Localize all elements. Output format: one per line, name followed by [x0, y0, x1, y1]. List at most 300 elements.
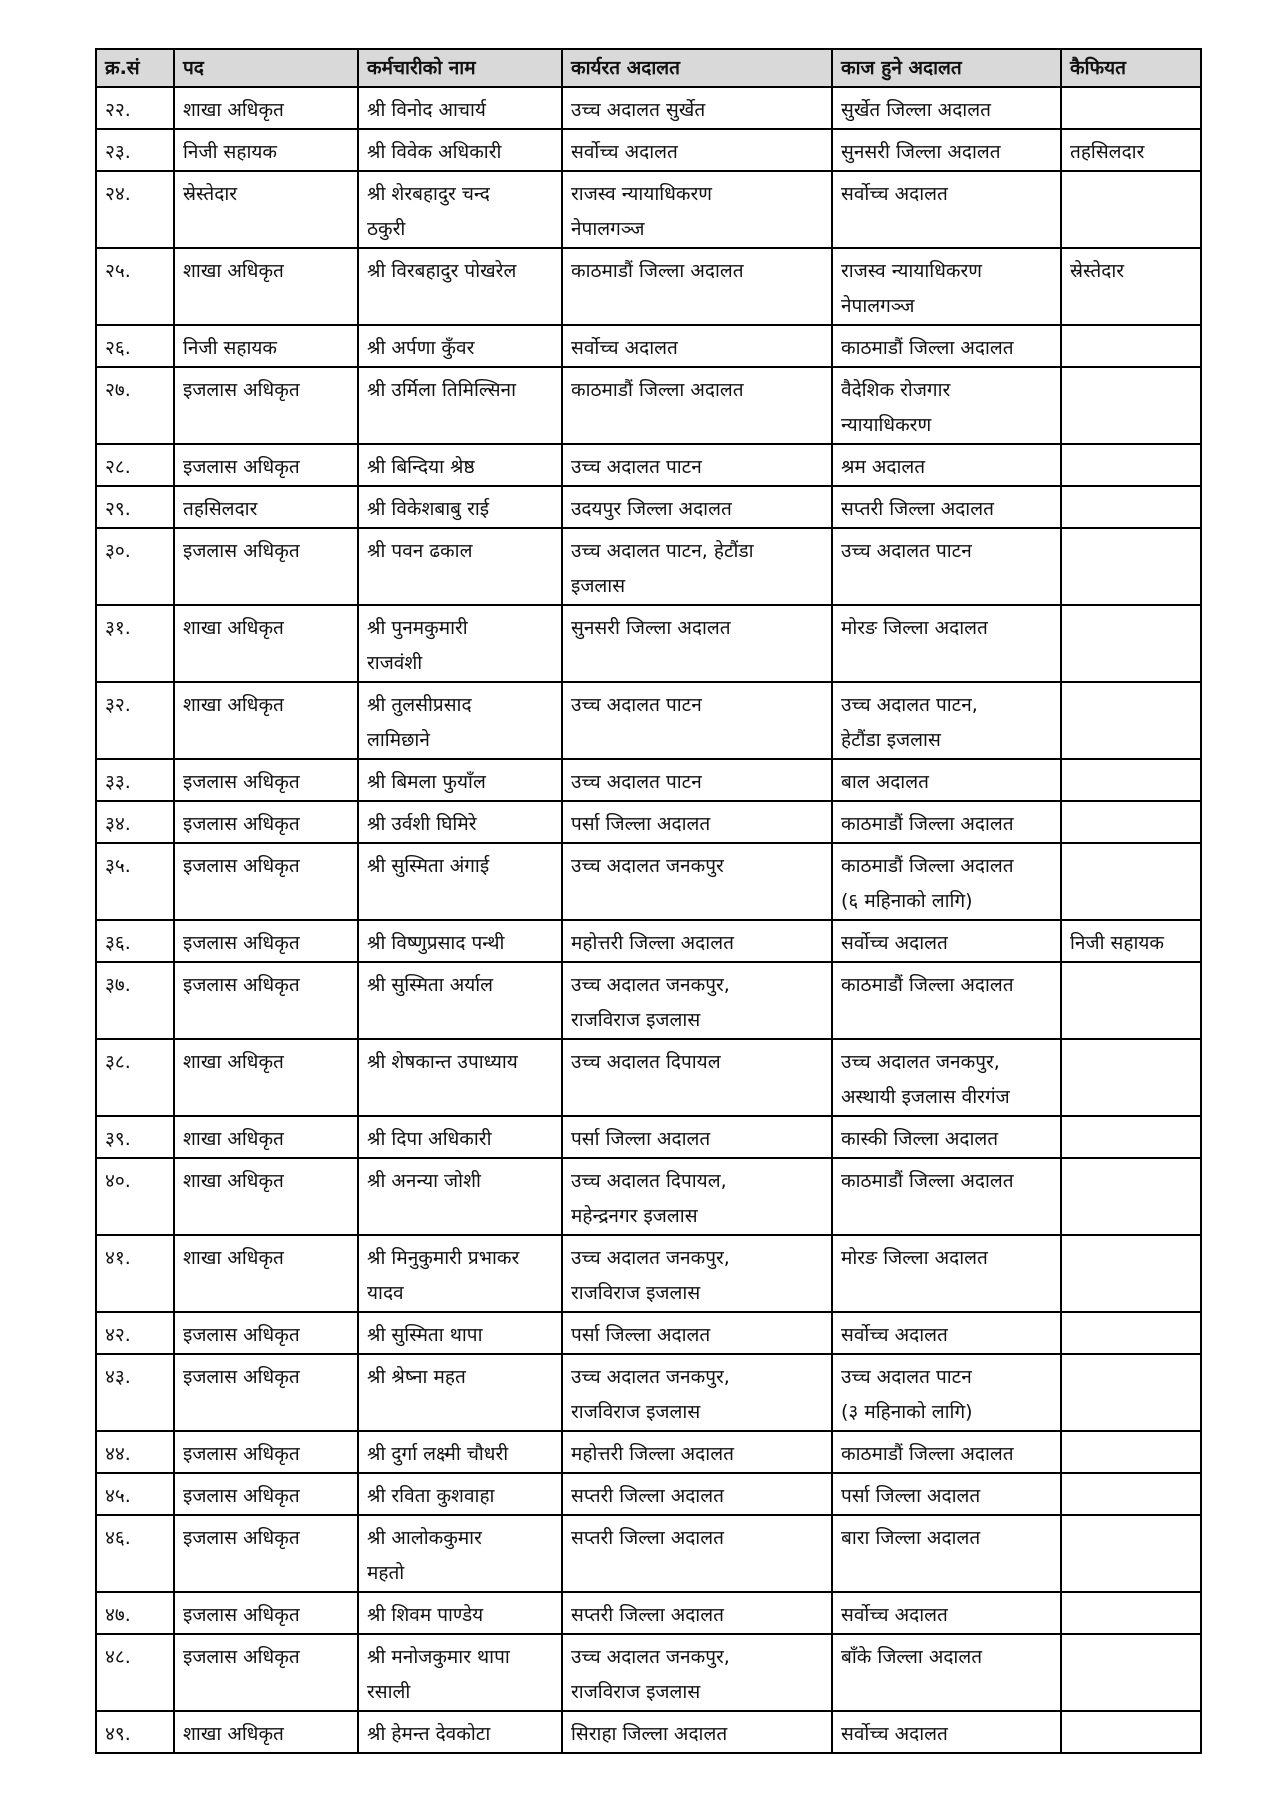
header-employee-name: कर्मचारीको नाम	[358, 49, 562, 87]
cell-serial-number: ३४.	[96, 801, 174, 843]
cell-deputed-court	[832, 1354, 1061, 1431]
cell-post: निजी सहायक	[174, 325, 358, 367]
cell-deputed-court-line: उच्च अदालत पाटन,	[841, 694, 978, 716]
cell-employee-name-line: श्री श्रेष्ना महत	[367, 1366, 466, 1388]
cell-remarks	[1061, 759, 1201, 801]
cell-employee-name-line: रसाली	[367, 1681, 411, 1703]
cell-serial-number: ४६.	[96, 1515, 174, 1592]
table-row	[96, 1116, 1201, 1158]
cell-working-court-line: राजविराज इजलास	[571, 1681, 701, 1703]
cell-working-court-line: उच्च अदालत दिपायल,	[571, 1170, 727, 1192]
cell-working-court-line: उच्च अदालत सुर्खेत	[571, 99, 706, 121]
cell-working-court-line: काठमाडौं जिल्ला अदालत	[571, 260, 744, 282]
cell-remarks	[1061, 1431, 1201, 1473]
cell-serial-number: ३९.	[96, 1116, 174, 1158]
table-body	[96, 87, 1201, 1753]
cell-deputed-court-line: सर्वोच्च अदालत	[841, 1604, 948, 1626]
table-row	[96, 367, 1201, 444]
cell-employee-name-line: श्री आलोककुमार	[367, 1527, 482, 1549]
cell-employee-name-line: श्री शेरबहादुर चन्द	[367, 183, 490, 205]
cell-employee-name-line: श्री हेमन्त देवकोटा	[367, 1723, 491, 1745]
deputation-table	[95, 48, 1202, 1754]
cell-deputed-court	[832, 325, 1061, 367]
cell-remarks	[1061, 486, 1201, 528]
cell-post: इजलास अधिकृत	[174, 1473, 358, 1515]
cell-working-court-line: महेन्द्रनगर इजलास	[571, 1205, 698, 1227]
cell-employee-name-line: श्री विरबहादुर पोखरेल	[367, 260, 517, 282]
cell-employee-name-line: श्री विवेक अधिकारी	[367, 141, 502, 163]
cell-employee-name-line: श्री सुस्मिता अर्याल	[367, 974, 494, 996]
cell-deputed-court-line: सर्वोच्च अदालत	[841, 183, 948, 205]
cell-post: शाखा अधिकृत	[174, 1116, 358, 1158]
cell-deputed-court	[832, 759, 1061, 801]
cell-remarks	[1061, 682, 1201, 759]
cell-working-court	[562, 325, 832, 367]
cell-employee-name	[358, 171, 562, 248]
cell-working-court-line: इजलास	[571, 575, 626, 597]
cell-remarks	[1061, 528, 1201, 605]
cell-employee-name	[358, 1039, 562, 1116]
cell-post: इजलास अधिकृत	[174, 962, 358, 1039]
cell-serial-number: ३२.	[96, 682, 174, 759]
cell-employee-name-line: श्री विकेशबाबु राई	[367, 498, 490, 520]
cell-deputed-court-line: उच्च अदालत पाटन	[841, 1366, 972, 1388]
cell-deputed-court-line: (३ महिनाको लागि)	[841, 1401, 973, 1423]
cell-employee-name-line: श्री मनोजकुमार थापा	[367, 1646, 510, 1668]
cell-remarks	[1061, 1711, 1201, 1753]
cell-working-court-line: राजविराज इजलास	[571, 1282, 701, 1304]
cell-remarks	[1061, 1158, 1201, 1235]
cell-employee-name	[358, 682, 562, 759]
cell-remarks: स्रेस्तेदार	[1061, 248, 1201, 325]
cell-deputed-court	[832, 486, 1061, 528]
cell-serial-number: २३.	[96, 129, 174, 171]
cell-working-court-line: उच्च अदालत जनकपुर,	[571, 1247, 730, 1269]
cell-post: इजलास अधिकृत	[174, 528, 358, 605]
cell-employee-name	[358, 1235, 562, 1312]
cell-post: इजलास अधिकृत	[174, 1354, 358, 1431]
table-row	[96, 87, 1201, 129]
cell-remarks	[1061, 367, 1201, 444]
cell-working-court-line: सुनसरी जिल्ला अदालत	[571, 617, 731, 639]
cell-deputed-court	[832, 1711, 1061, 1753]
cell-working-court-line: महोत्तरी जिल्ला अदालत	[571, 1443, 734, 1465]
cell-deputed-court	[832, 801, 1061, 843]
cell-employee-name-line: श्री सुस्मिता थापा	[367, 1324, 483, 1346]
cell-deputed-court-line: अस्थायी इजलास वीरगंज	[841, 1086, 1010, 1108]
cell-employee-name-line: श्री उर्मिला तिमिल्सिना	[367, 379, 517, 401]
cell-working-court	[562, 129, 832, 171]
cell-remarks	[1061, 1354, 1201, 1431]
cell-deputed-court	[832, 1515, 1061, 1592]
cell-deputed-court-line: कास्की जिल्ला अदालत	[841, 1128, 999, 1150]
cell-post: इजलास अधिकृत	[174, 1515, 358, 1592]
table-row	[96, 1158, 1201, 1235]
header-row	[96, 49, 1201, 87]
cell-employee-name	[358, 843, 562, 920]
cell-working-court-line: उदयपुर जिल्ला अदालत	[571, 498, 732, 520]
cell-post: इजलास अधिकृत	[174, 367, 358, 444]
cell-remarks	[1061, 87, 1201, 129]
cell-employee-name-line: श्री अर्पणा कुँवर	[367, 337, 475, 359]
cell-serial-number: ४३.	[96, 1354, 174, 1431]
cell-post: इजलास अधिकृत	[174, 1431, 358, 1473]
cell-serial-number: ३५.	[96, 843, 174, 920]
cell-serial-number: २२.	[96, 87, 174, 129]
cell-employee-name	[358, 1634, 562, 1711]
cell-deputed-court	[832, 843, 1061, 920]
cell-remarks	[1061, 1235, 1201, 1312]
cell-serial-number: २९.	[96, 486, 174, 528]
cell-deputed-court	[832, 920, 1061, 962]
cell-working-court-line: पर्सा जिल्ला अदालत	[571, 813, 711, 835]
table-row	[96, 605, 1201, 682]
cell-deputed-court-line: काठमाडौं जिल्ला अदालत	[841, 1170, 1014, 1192]
cell-remarks	[1061, 801, 1201, 843]
table-row	[96, 1431, 1201, 1473]
cell-working-court	[562, 1116, 832, 1158]
cell-working-court-line: राजस्व न्यायाधिकरण	[571, 183, 712, 205]
cell-deputed-court-line: (६ महिनाको लागि)	[841, 890, 973, 912]
cell-working-court	[562, 1515, 832, 1592]
table-row	[96, 171, 1201, 248]
cell-remarks	[1061, 843, 1201, 920]
cell-working-court-line: उच्च अदालत पाटन	[571, 694, 702, 716]
cell-serial-number: ४९.	[96, 1711, 174, 1753]
table-row	[96, 1039, 1201, 1116]
table-row	[96, 486, 1201, 528]
cell-working-court	[562, 1235, 832, 1312]
cell-deputed-court-line: काठमाडौं जिल्ला अदालत	[841, 855, 1014, 877]
cell-post: इजलास अधिकृत	[174, 1592, 358, 1634]
cell-employee-name-line: श्री पवन ढकाल	[367, 540, 473, 562]
cell-remarks	[1061, 1039, 1201, 1116]
cell-working-court	[562, 759, 832, 801]
cell-employee-name-line: श्री पुनमकुमारी	[367, 617, 468, 639]
cell-deputed-court	[832, 1634, 1061, 1711]
table-row	[96, 248, 1201, 325]
cell-employee-name	[358, 528, 562, 605]
cell-deputed-court	[832, 1235, 1061, 1312]
cell-post: शाखा अधिकृत	[174, 248, 358, 325]
cell-serial-number: ४४.	[96, 1431, 174, 1473]
cell-employee-name	[358, 605, 562, 682]
table-header	[96, 49, 1201, 87]
cell-deputed-court	[832, 605, 1061, 682]
cell-post: इजलास अधिकृत	[174, 1634, 358, 1711]
cell-deputed-court	[832, 1473, 1061, 1515]
cell-deputed-court-line: काठमाडौं जिल्ला अदालत	[841, 974, 1014, 996]
cell-working-court	[562, 1354, 832, 1431]
cell-deputed-court	[832, 682, 1061, 759]
table-row	[96, 962, 1201, 1039]
cell-employee-name-line: ठकुरी	[367, 218, 406, 240]
cell-post: शाखा अधिकृत	[174, 682, 358, 759]
cell-working-court	[562, 248, 832, 325]
cell-employee-name	[358, 920, 562, 962]
cell-post: तहसिलदार	[174, 486, 358, 528]
cell-remarks	[1061, 1634, 1201, 1711]
cell-serial-number: २८.	[96, 444, 174, 486]
cell-employee-name	[358, 1116, 562, 1158]
cell-deputed-court-line: सर्वोच्च अदालत	[841, 932, 948, 954]
cell-deputed-court	[832, 1039, 1061, 1116]
table-row	[96, 444, 1201, 486]
cell-employee-name	[358, 759, 562, 801]
cell-employee-name-line: राजवंशी	[367, 652, 423, 674]
cell-working-court	[562, 486, 832, 528]
cell-working-court-line: उच्च अदालत पाटन	[571, 771, 702, 793]
cell-deputed-court	[832, 444, 1061, 486]
cell-employee-name	[358, 1158, 562, 1235]
cell-working-court	[562, 843, 832, 920]
cell-serial-number: ३३.	[96, 759, 174, 801]
cell-employee-name	[358, 1515, 562, 1592]
cell-deputed-court-line: हेटौंडा इजलास	[841, 729, 941, 751]
cell-working-court	[562, 1431, 832, 1473]
cell-working-court-line: राजविराज इजलास	[571, 1401, 701, 1423]
table-row	[96, 1515, 1201, 1592]
cell-post: शाखा अधिकृत	[174, 1039, 358, 1116]
table-row	[96, 129, 1201, 171]
cell-working-court-line: पर्सा जिल्ला अदालत	[571, 1324, 711, 1346]
table-row	[96, 920, 1201, 962]
cell-post: इजलास अधिकृत	[174, 1312, 358, 1354]
cell-working-court	[562, 367, 832, 444]
cell-employee-name	[358, 486, 562, 528]
cell-serial-number: २७.	[96, 367, 174, 444]
cell-post: स्रेस्तेदार	[174, 171, 358, 248]
table-row	[96, 528, 1201, 605]
cell-working-court-line: उच्च अदालत जनकपुर,	[571, 1646, 730, 1668]
cell-deputed-court	[832, 1592, 1061, 1634]
cell-working-court-line: सिराहा जिल्ला अदालत	[571, 1723, 728, 1745]
cell-working-court-line: उच्च अदालत जनकपुर	[571, 855, 724, 877]
cell-employee-name-line: श्री अनन्या जोशी	[367, 1170, 481, 1192]
cell-working-court	[562, 1158, 832, 1235]
cell-post: इजलास अधिकृत	[174, 843, 358, 920]
table-row	[96, 1592, 1201, 1634]
cell-employee-name	[358, 1592, 562, 1634]
cell-post: इजलास अधिकृत	[174, 801, 358, 843]
cell-deputed-court-line: वैदेशिक रोजगार	[841, 379, 951, 401]
cell-deputed-court-line: श्रम अदालत	[841, 456, 926, 478]
cell-serial-number: ३८.	[96, 1039, 174, 1116]
cell-serial-number: ४०.	[96, 1158, 174, 1235]
header-serial-number: क्र.सं	[96, 49, 174, 87]
cell-working-court-line: सर्वोच्च अदालत	[571, 141, 678, 163]
cell-working-court	[562, 444, 832, 486]
cell-employee-name-line: श्री रविता कुशवाहा	[367, 1485, 495, 1507]
cell-working-court	[562, 1592, 832, 1634]
cell-deputed-court-line: पर्सा जिल्ला अदालत	[841, 1485, 981, 1507]
cell-working-court	[562, 962, 832, 1039]
cell-remarks	[1061, 444, 1201, 486]
cell-employee-name-line: श्री शिवम पाण्डेय	[367, 1604, 484, 1626]
cell-working-court-line: महोत्तरी जिल्ला अदालत	[571, 932, 734, 954]
cell-post: इजलास अधिकृत	[174, 759, 358, 801]
cell-serial-number: ४७.	[96, 1592, 174, 1634]
cell-deputed-court	[832, 129, 1061, 171]
cell-deputed-court-line: काठमाडौं जिल्ला अदालत	[841, 337, 1014, 359]
cell-remarks	[1061, 1116, 1201, 1158]
table-row	[96, 325, 1201, 367]
cell-serial-number: २६.	[96, 325, 174, 367]
cell-working-court-line: पर्सा जिल्ला अदालत	[571, 1128, 711, 1150]
cell-employee-name-line: श्री तुलसीप्रसाद	[367, 694, 472, 716]
cell-working-court	[562, 87, 832, 129]
cell-post: शाखा अधिकृत	[174, 1158, 358, 1235]
cell-working-court-line: नेपालगञ्ज	[571, 218, 645, 240]
cell-deputed-court	[832, 87, 1061, 129]
cell-employee-name-line: यादव	[367, 1282, 404, 1304]
cell-working-court	[562, 1634, 832, 1711]
cell-employee-name	[358, 325, 562, 367]
cell-post: शाखा अधिकृत	[174, 1235, 358, 1312]
cell-deputed-court	[832, 1116, 1061, 1158]
cell-remarks	[1061, 171, 1201, 248]
header-working-court: कार्यरत अदालत	[562, 49, 832, 87]
cell-deputed-court	[832, 171, 1061, 248]
cell-serial-number: ४१.	[96, 1235, 174, 1312]
cell-deputed-court	[832, 1431, 1061, 1473]
cell-employee-name-line: लामिछाने	[367, 729, 430, 751]
cell-serial-number: ३६.	[96, 920, 174, 962]
cell-employee-name	[358, 444, 562, 486]
cell-deputed-court-line: न्यायाधिकरण	[841, 414, 932, 436]
cell-deputed-court-line: काठमाडौं जिल्ला अदालत	[841, 813, 1014, 835]
cell-working-court	[562, 1039, 832, 1116]
cell-employee-name-line: महतो	[367, 1562, 405, 1584]
table-row	[96, 801, 1201, 843]
table-row	[96, 843, 1201, 920]
cell-remarks: निजी सहायक	[1061, 920, 1201, 962]
table-row	[96, 1634, 1201, 1711]
cell-serial-number: ३७.	[96, 962, 174, 1039]
cell-remarks	[1061, 1515, 1201, 1592]
cell-employee-name-line: श्री विनोद आचार्य	[367, 99, 486, 121]
cell-deputed-court-line: सर्वोच्च अदालत	[841, 1324, 948, 1346]
cell-remarks	[1061, 962, 1201, 1039]
cell-deputed-court-line: बारा जिल्ला अदालत	[841, 1527, 981, 1549]
cell-working-court	[562, 1473, 832, 1515]
cell-deputed-court-line: नेपालगञ्ज	[841, 295, 915, 317]
cell-working-court-line: सर्वोच्च अदालत	[571, 337, 678, 359]
cell-deputed-court-line: मोरङ जिल्ला अदालत	[841, 1247, 988, 1269]
cell-remarks	[1061, 605, 1201, 682]
cell-working-court	[562, 605, 832, 682]
cell-employee-name	[358, 1354, 562, 1431]
cell-post: शाखा अधिकृत	[174, 605, 358, 682]
table-row	[96, 1473, 1201, 1515]
cell-employee-name-line: श्री शेषकान्त उपाध्याय	[367, 1051, 518, 1073]
header-remarks: कैफियत	[1061, 49, 1201, 87]
cell-employee-name-line: श्री विष्णुप्रसाद पन्थी	[367, 932, 505, 954]
cell-deputed-court-line: उच्च अदालत पाटन	[841, 540, 972, 562]
cell-deputed-court-line: काठमाडौं जिल्ला अदालत	[841, 1443, 1014, 1465]
cell-serial-number: २४.	[96, 171, 174, 248]
cell-working-court-line: सप्तरी जिल्ला अदालत	[571, 1527, 724, 1549]
cell-working-court-line: उच्च अदालत पाटन, हेटौंडा	[571, 540, 754, 562]
cell-deputed-court-line: राजस्व न्यायाधिकरण	[841, 260, 982, 282]
cell-deputed-court-line: सप्तरी जिल्ला अदालत	[841, 498, 994, 520]
cell-serial-number: ३१.	[96, 605, 174, 682]
cell-employee-name	[358, 129, 562, 171]
cell-deputed-court-line: सुनसरी जिल्ला अदालत	[841, 141, 1001, 163]
table-row	[96, 1235, 1201, 1312]
cell-remarks: तहसिलदार	[1061, 129, 1201, 171]
header-post: पद	[174, 49, 358, 87]
cell-deputed-court	[832, 1158, 1061, 1235]
cell-employee-name-line: श्री मिनुकुमारी प्रभाकर	[367, 1247, 520, 1269]
cell-remarks	[1061, 325, 1201, 367]
cell-employee-name	[358, 962, 562, 1039]
cell-employee-name	[358, 1711, 562, 1753]
cell-post: निजी सहायक	[174, 129, 358, 171]
table-row	[96, 682, 1201, 759]
cell-working-court	[562, 528, 832, 605]
cell-working-court-line: राजविराज इजलास	[571, 1009, 701, 1031]
cell-serial-number: ४२.	[96, 1312, 174, 1354]
cell-post: शाखा अधिकृत	[174, 1711, 358, 1753]
cell-post: इजलास अधिकृत	[174, 920, 358, 962]
cell-working-court-line: उच्च अदालत जनकपुर,	[571, 1366, 730, 1388]
cell-working-court	[562, 1312, 832, 1354]
cell-working-court	[562, 920, 832, 962]
cell-working-court	[562, 682, 832, 759]
cell-serial-number: २५.	[96, 248, 174, 325]
header-deputed-court: काज हुने अदालत	[832, 49, 1061, 87]
cell-deputed-court	[832, 1312, 1061, 1354]
cell-employee-name-line: श्री बिन्दिया श्रेष्ठ	[367, 456, 475, 478]
cell-post: शाखा अधिकृत	[174, 87, 358, 129]
cell-working-court-line: उच्च अदालत जनकपुर,	[571, 974, 730, 996]
cell-working-court	[562, 1711, 832, 1753]
cell-employee-name	[358, 1473, 562, 1515]
cell-deputed-court-line: बाल अदालत	[841, 771, 929, 793]
cell-employee-name	[358, 801, 562, 843]
cell-working-court-line: सप्तरी जिल्ला अदालत	[571, 1485, 724, 1507]
cell-deputed-court-line: मोरङ जिल्ला अदालत	[841, 617, 988, 639]
cell-employee-name	[358, 248, 562, 325]
cell-deputed-court	[832, 528, 1061, 605]
table-row	[96, 1354, 1201, 1431]
cell-serial-number: ४५.	[96, 1473, 174, 1515]
cell-deputed-court-line: उच्च अदालत जनकपुर,	[841, 1051, 1000, 1073]
cell-working-court-line: उच्च अदालत दिपायल	[571, 1051, 721, 1073]
cell-deputed-court	[832, 248, 1061, 325]
cell-employee-name-line: श्री दिपा अधिकारी	[367, 1128, 492, 1150]
cell-working-court-line: काठमाडौं जिल्ला अदालत	[571, 379, 744, 401]
cell-employee-name	[358, 87, 562, 129]
cell-working-court-line: सप्तरी जिल्ला अदालत	[571, 1604, 724, 1626]
cell-serial-number: ४८.	[96, 1634, 174, 1711]
cell-employee-name-line: श्री सुस्मिता अंगाई	[367, 855, 490, 877]
cell-employee-name-line: श्री दुर्गा लक्ष्मी चौधरी	[367, 1443, 509, 1465]
table-row	[96, 1312, 1201, 1354]
cell-remarks	[1061, 1473, 1201, 1515]
cell-post: इजलास अधिकृत	[174, 444, 358, 486]
cell-working-court	[562, 171, 832, 248]
cell-remarks	[1061, 1312, 1201, 1354]
cell-deputed-court-line: सर्वोच्च अदालत	[841, 1723, 948, 1745]
cell-deputed-court-line: सुर्खेत जिल्ला अदालत	[841, 99, 991, 121]
cell-deputed-court-line: बाँके जिल्ला अदालत	[841, 1646, 983, 1668]
cell-remarks	[1061, 1592, 1201, 1634]
cell-employee-name	[358, 367, 562, 444]
cell-employee-name	[358, 1431, 562, 1473]
cell-working-court	[562, 801, 832, 843]
